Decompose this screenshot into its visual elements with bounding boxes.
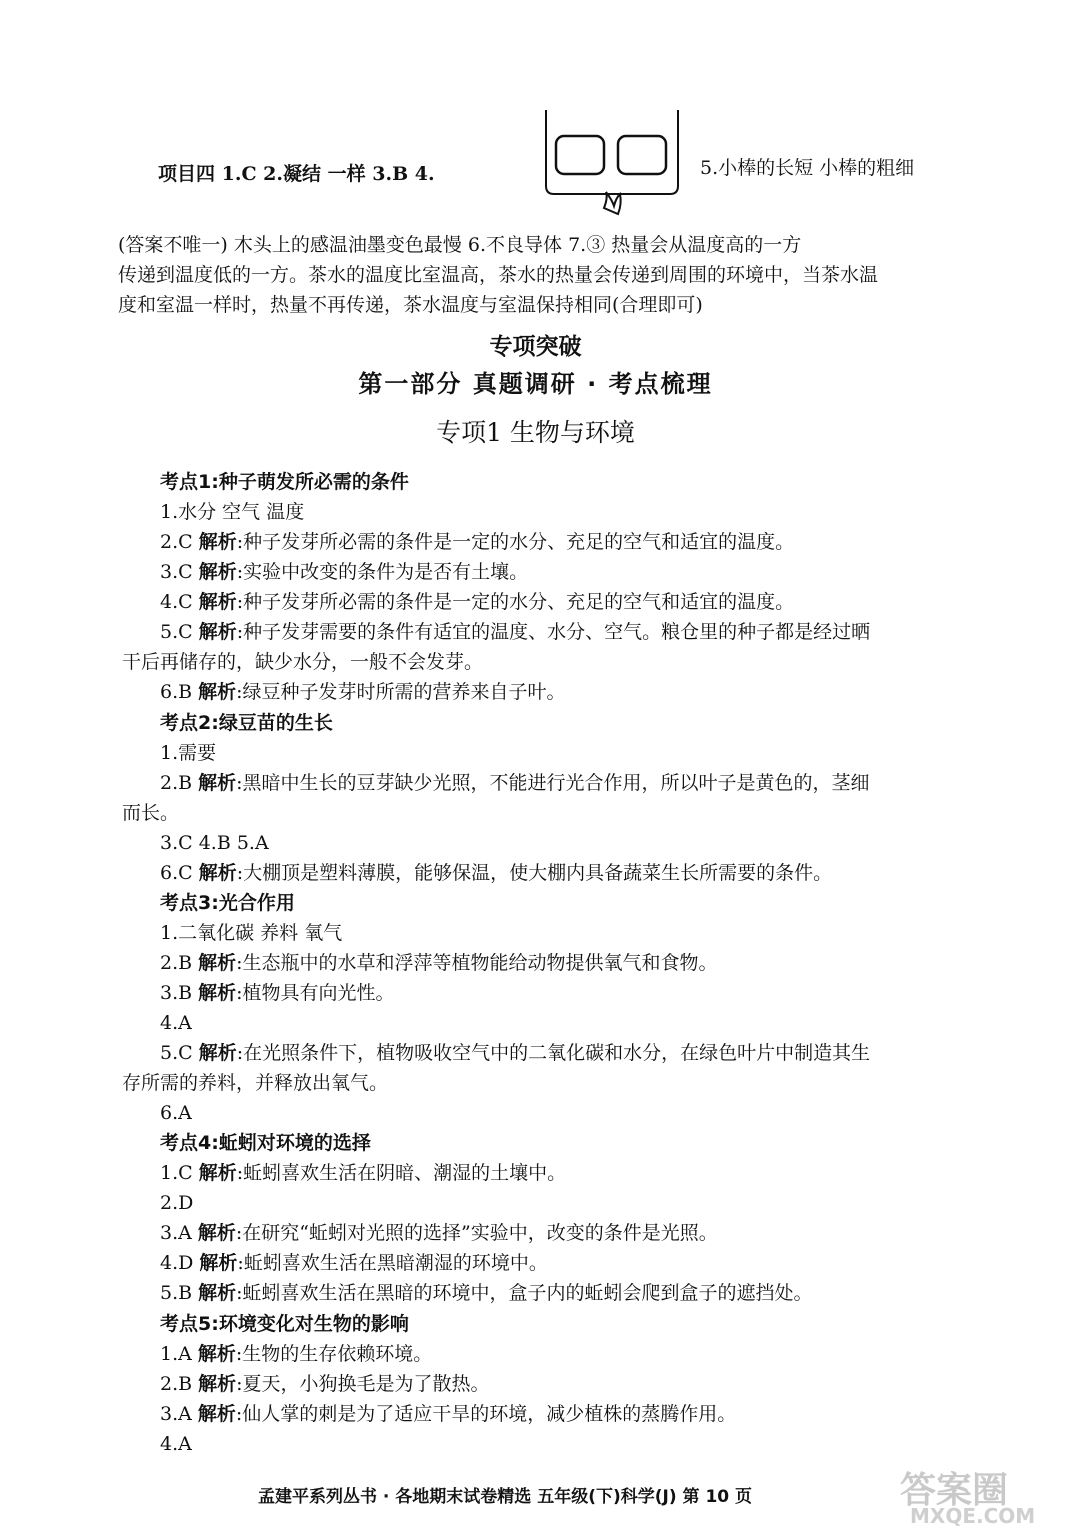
kp3-answer-5: 5.C 解析:在光照条件下，植物吸收空气中的二氧化碳和水分，在绿色叶片中制造其生 <box>160 1042 871 1064</box>
flame-icon <box>604 192 621 214</box>
heading-part-one: 第一部分 真题调研 · 考点梳理 <box>358 370 713 398</box>
kp5-answer-2: 2.B 解析:夏天，小狗换毛是为了散热。 <box>160 1373 490 1395</box>
heading-topic: 专项1 生物与环境 <box>436 418 635 447</box>
section-title-kp5: 考点5:环境变化对生物的影响 <box>160 1313 409 1335</box>
answer-line-2: (答案不唯一) 木头上的感温油墨变色最慢 6.不良导体 7.③ 热量会从温度高的一方 <box>118 234 802 256</box>
kp3-answer-2: 2.B 解析:生态瓶中的水草和浮萍等植物能给动物提供氧气和食物。 <box>160 952 718 974</box>
kp1-answer-5: 5.C 解析:种子发芽需要的条件有适宜的温度、水分、空气。粮仓里的种子都是经过晒 <box>160 621 871 643</box>
answer-line-project4-5 <box>700 155 914 181</box>
kp3-answer-5-cont: 存所需的养料，并释放出氧气。 <box>122 1072 389 1094</box>
answer-line-3: 传递到温度低的一方。茶水的温度比室温高，茶水的热量会传递到周围的环境中，当茶水温 <box>118 264 879 286</box>
kp2-answer-6: 6.C 解析:大棚顶是塑料薄膜，能够保温，使大棚内具备蔬菜生长所需要的条件。 <box>160 862 833 884</box>
kp1-answer-4: 4.C 解析:种子发芽所必需的条件是一定的水分、充足的空气和适宜的温度。 <box>160 591 795 613</box>
kp2-answer-1: 1.需要 <box>160 742 217 764</box>
convection-loop-left <box>556 136 604 174</box>
kp1-answer-6: 6.B 解析:绿豆种子发芽时所需的营养来自子叶。 <box>160 681 566 703</box>
kp1-answer-2: 2.C 解析:种子发芽所必需的条件是一定的水分、充足的空气和适宜的温度。 <box>160 531 795 553</box>
kp1-answer-3: 3.C 解析:实验中改变的条件为是否有土壤。 <box>160 561 529 583</box>
section-title-kp3: 考点3:光合作用 <box>160 892 295 914</box>
kp2-answer-2-cont: 而长。 <box>122 802 180 824</box>
kp5-answer-4: 4.A <box>160 1433 192 1455</box>
kp3-answer-4: 4.A <box>160 1012 192 1034</box>
kp3-answer-1: 1.二氧化碳 养料 氧气 <box>160 922 343 944</box>
kp1-answer-1: 1.水分 空气 温度 <box>160 501 305 523</box>
convection-loop-right <box>618 136 666 174</box>
answer-line-project4 <box>158 161 435 187</box>
kp4-answer-2: 2.D <box>160 1192 194 1214</box>
kp3-answer-3: 3.B 解析:植物具有向光性。 <box>160 982 395 1004</box>
heading-special: 专项突破 <box>489 334 582 360</box>
project4-prefix: 项目四 1.C 2.凝结 一样 3.B 4. <box>158 163 435 185</box>
kp4-answer-1: 1.C 解析:蚯蚓喜欢生活在阴暗、潮湿的土壤中。 <box>160 1162 567 1184</box>
kp5-answer-1: 1.A 解析:生物的生存依赖环境。 <box>160 1343 433 1365</box>
kp4-answer-5: 5.B 解析:蚯蚓喜欢生活在黑暗的环境中，盒子内的蚯蚓会爬到盒子的遮挡处。 <box>160 1282 813 1304</box>
watermark-logo: 答案圈 <box>900 1470 1009 1511</box>
section-title-kp2: 考点2:绿豆苗的生长 <box>160 712 333 734</box>
section-title-kp4: 考点4:蚯蚓对环境的选择 <box>160 1132 371 1154</box>
watermark-site: MXQE.COM <box>910 1504 1036 1528</box>
answer-line-4: 度和室温一样时，热量不再传递，茶水温度与室温保持相同(合理即可) <box>118 294 703 316</box>
section-title-kp1: 考点1:种子萌发所必需的条件 <box>160 471 409 493</box>
kp4-answer-3: 3.A 解析:在研究“蚯蚓对光照的选择”实验中，改变的条件是光照。 <box>160 1222 718 1244</box>
kp2-answer-3-5: 3.C 4.B 5.A <box>160 832 269 854</box>
kp5-answer-3: 3.A 解析:仙人掌的刺是为了适应干旱的环境，减少植株的蒸腾作用。 <box>160 1403 737 1425</box>
kp4-answer-4: 4.D 解析:蚯蚓喜欢生活在黑暗潮湿的环境中。 <box>160 1252 548 1274</box>
kp1-answer-5-cont: 干后再储存的，缺少水分，一般不会发芽。 <box>122 651 484 673</box>
kp3-answer-6: 6.A <box>160 1102 192 1124</box>
heat-flow-diagram <box>538 108 688 228</box>
beaker-outline <box>546 110 678 194</box>
project4-answer-5: 5.小棒的长短 小棒的粗细 <box>700 157 915 179</box>
kp2-answer-2: 2.B 解析:黑暗中生长的豆芽缺少光照，不能进行光合作用，所以叶子是黄色的，茎细 <box>160 772 870 794</box>
page-footer: 孟建平系列丛书 · 各地期末试卷精选 五年级(下)科学(J) 第 10 页 <box>258 1487 753 1507</box>
